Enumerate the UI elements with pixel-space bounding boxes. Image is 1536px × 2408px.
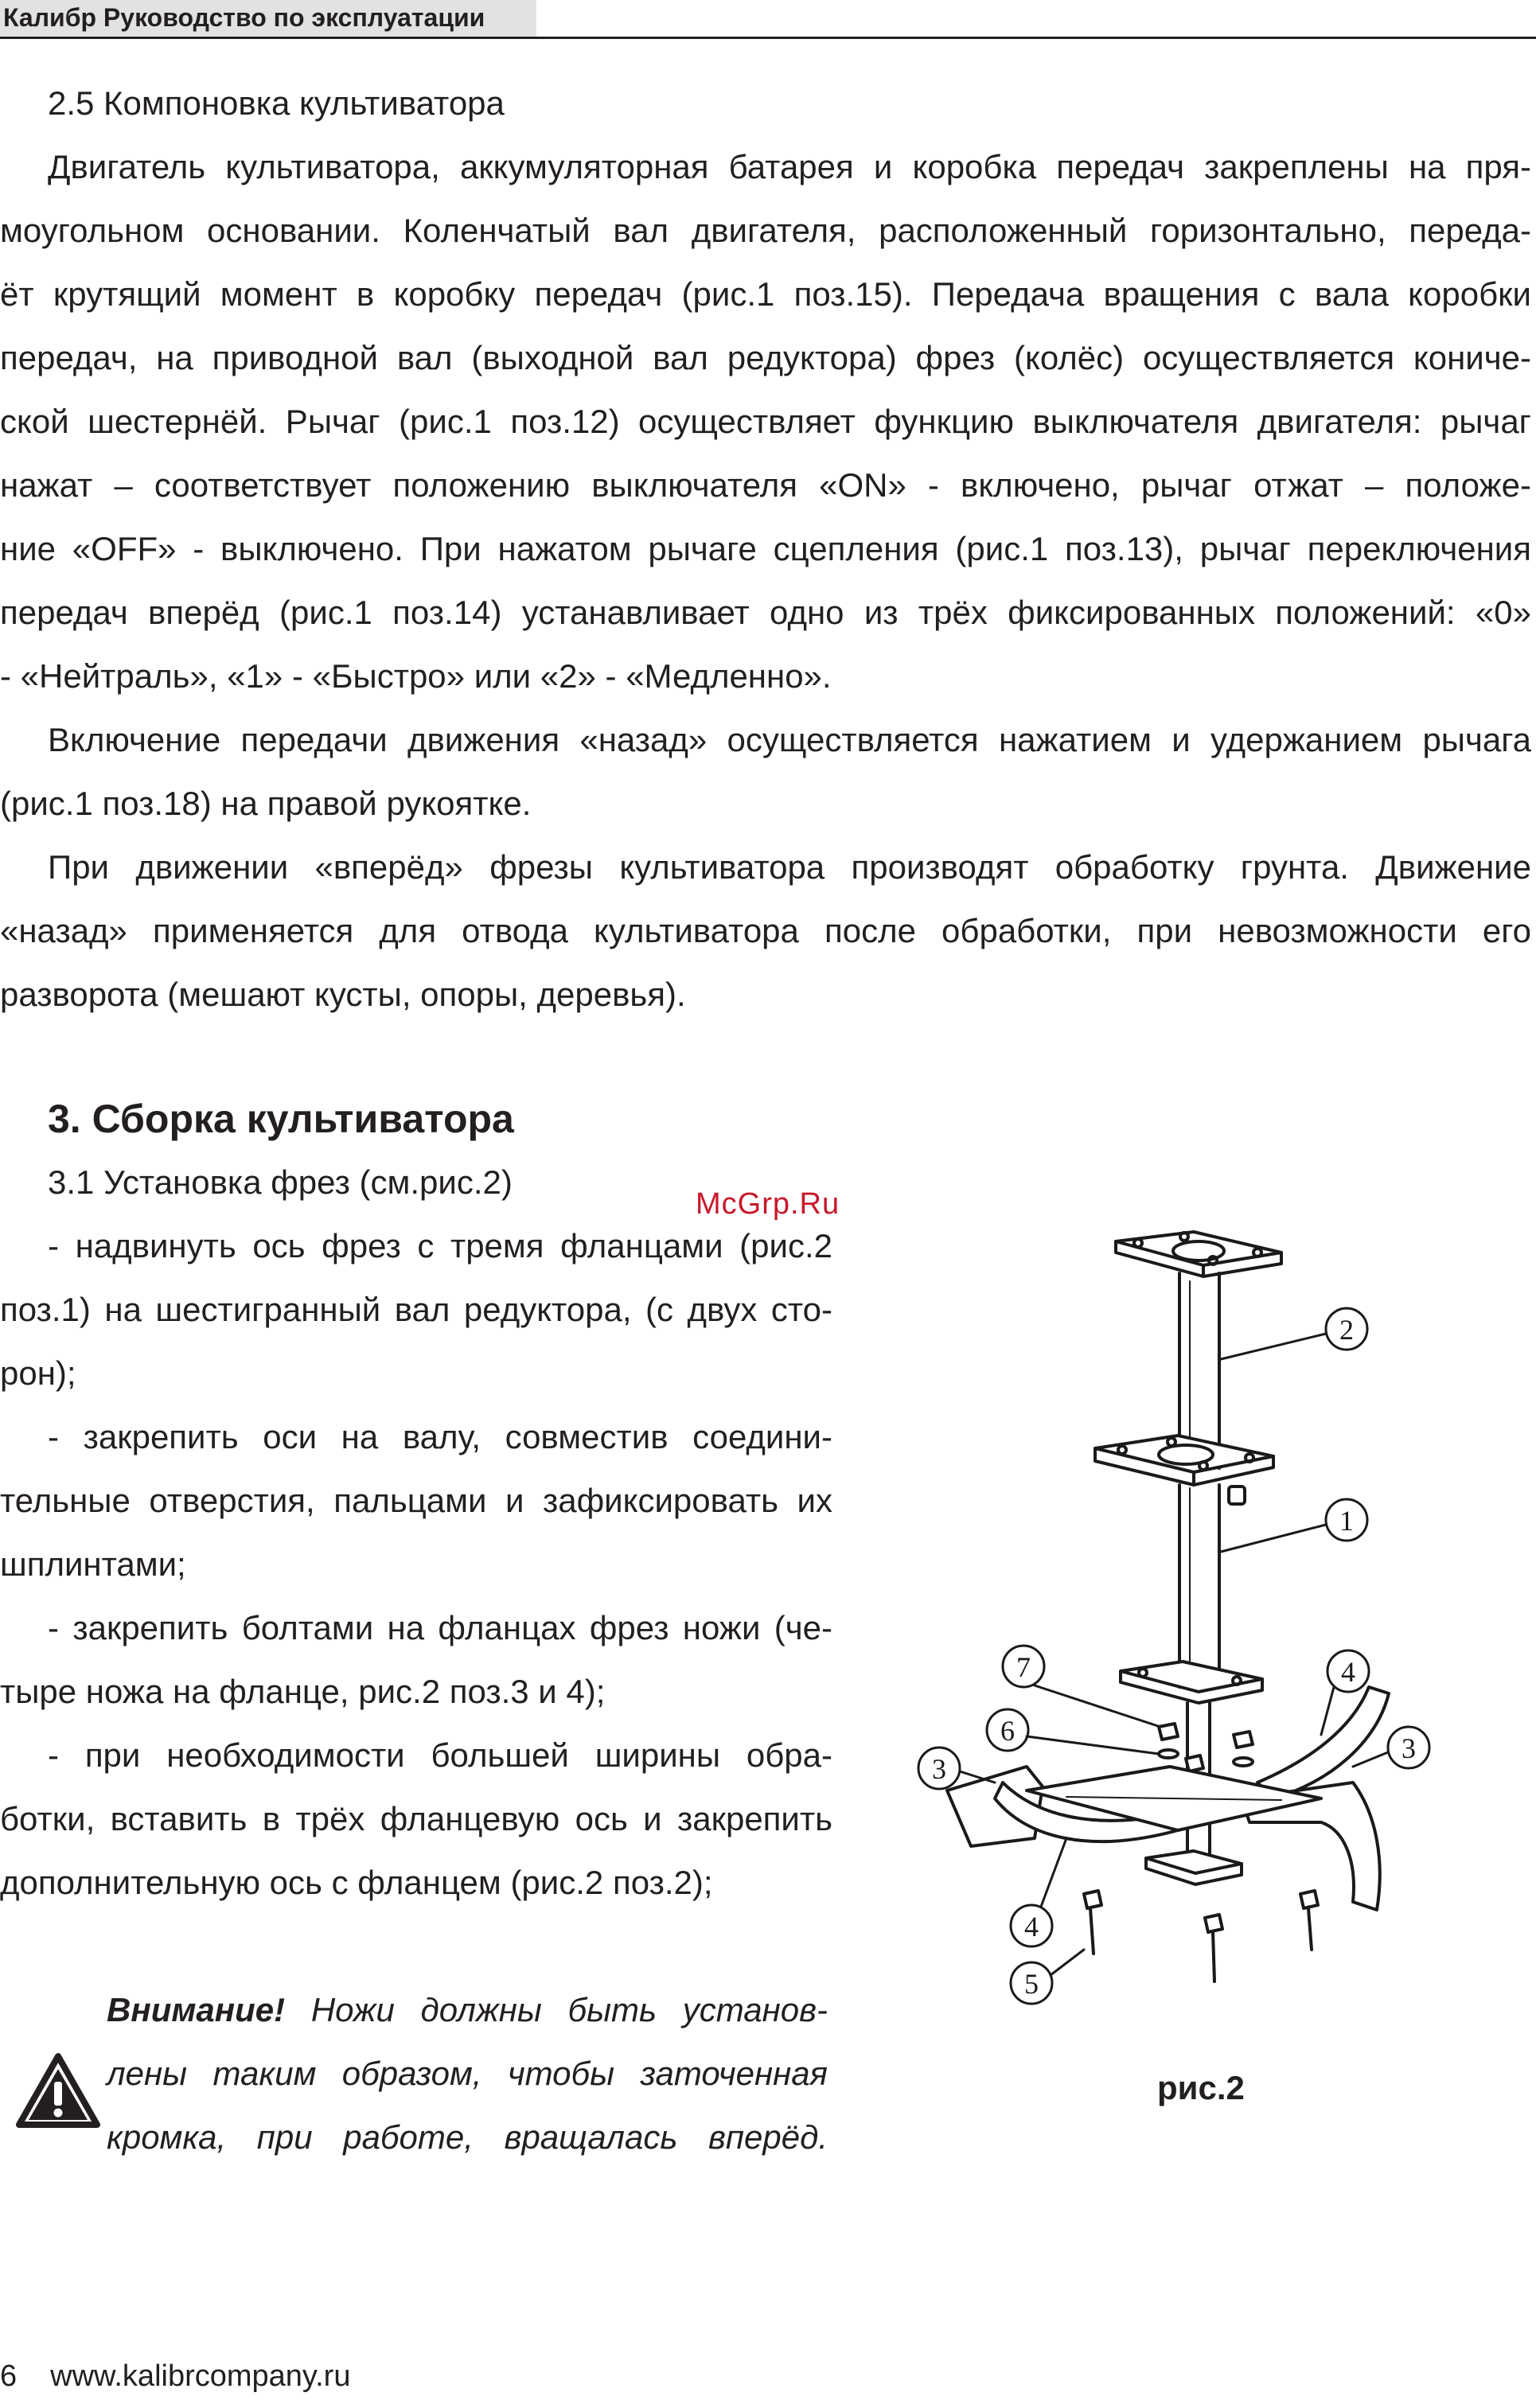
step-line: - закрепить оси на валу, совместив соедини- xyxy=(48,1418,832,1455)
bolt xyxy=(1300,1891,1318,1950)
step-line: поз.1) на шестигранный вал редуктора, (с двух сто- xyxy=(0,1291,832,1328)
paragraph-line: При движении «вперёд» фрезы культиватора производят обработку грунта. Движение xyxy=(48,848,1531,886)
warning-icon xyxy=(14,2051,102,2131)
callout-6: 6 xyxy=(1000,1715,1015,1747)
warning-line: кромка, при работе, вращалась вперёд. xyxy=(107,2118,828,2156)
header-rule xyxy=(0,37,1536,39)
step-line: - закрепить болтами на фланцах фрез ножи (че- xyxy=(48,1609,832,1646)
page-number: 6 xyxy=(0,2359,18,2393)
paragraph-line: (рис.1 поз.18) на правой рукоятке. xyxy=(0,785,532,822)
paragraph-line: ние «OFF» - выключено. При нажатом рычаге сцепления (рис.1 поз.13), рычаг переключения xyxy=(0,530,1531,567)
callout-5: 5 xyxy=(1024,1968,1039,2000)
tiller-assembly-figure xyxy=(907,1210,1464,2077)
lower-tube xyxy=(1179,1485,1219,1687)
paragraph-line: «назад» применяется для отвода культиватора после обработки, при невозможности его xyxy=(0,912,1531,949)
step-line: дополнительную ось с фланцем (рис.2 поз.2); xyxy=(0,1864,713,1901)
callout-4: 4 xyxy=(1024,1911,1039,1942)
paragraph-line: передач вперёд (рис.1 поз.14) устанавливает одно из трёх фиксированных положений: «0» xyxy=(0,594,1531,631)
step-line: ботки, вставить в трёх фланцевую ось и закрепить xyxy=(0,1800,832,1837)
callout-1: 1 xyxy=(1339,1505,1354,1537)
paragraph-line: разворота (мешают кусты, опоры, деревья). xyxy=(0,976,686,1013)
footer-url[interactable]: www.kalibrcompany.ru xyxy=(50,2359,351,2393)
bottom-flange xyxy=(1146,1851,1242,1873)
section-3-1-subtitle: 3.1 Установка фрез (см.рис.2) xyxy=(48,1163,513,1201)
callout-4: 4 xyxy=(1341,1656,1355,1688)
paragraph-line: передач, на приводной вал (выходной вал редуктора) фрез (колёс) осуществляется кониче- xyxy=(0,339,1531,376)
warning-line xyxy=(107,1978,828,2042)
paragraph-line: ской шестернёй. Рычаг (рис.1 поз.12) осуществляет функцию выключателя двигателя: рычаг xyxy=(0,403,1531,440)
step-line: - при необходимости большей ширины обра- xyxy=(48,1736,832,1774)
figure-caption: рис.2 xyxy=(1157,2069,1245,2106)
bolt xyxy=(1084,1891,1101,1954)
page-header xyxy=(0,0,536,37)
paragraph-line: ёт крутящий момент в коробку передач (рис.1 поз.15). Передача вращения с вала коробки xyxy=(0,275,1531,313)
warning-label: Внимание! xyxy=(107,1991,286,2028)
knife-blade-4-upper xyxy=(1257,1687,1389,1798)
paragraph-line: - «Нейтраль», «1» - «Быстро» или «2» - «Медленно». xyxy=(0,657,832,695)
page-footer xyxy=(0,2352,350,2400)
section-2-5-title: 2.5 Компоновка культиватора xyxy=(48,84,505,122)
step-line: шплинтами; xyxy=(0,1545,186,1583)
paragraph-line: нажат – соответствует положению выключателя «ON» - включено, рычаг отжат – положе- xyxy=(0,466,1531,504)
paragraph-line: моугольном основании. Коленчатый вал двигателя, расположенный горизонтально, переда- xyxy=(0,212,1531,249)
callout-3: 3 xyxy=(932,1753,946,1785)
step-line: тыре ножа на фланце, рис.2 поз.3 и 4); xyxy=(0,1673,606,1710)
watermark: McGrp.Ru xyxy=(696,1187,840,1221)
warning-text: Ножи должны быть установ- xyxy=(285,1991,828,2028)
warning-line: лены таким образом, чтобы заточенная xyxy=(107,2055,828,2092)
bolt xyxy=(1205,1915,1222,1981)
step-line: тельные отверстия, пальцами и зафиксировать их xyxy=(0,1482,832,1519)
section-3-heading: 3. Сборка культиватора xyxy=(48,1097,514,1141)
step-line: - надвинуть ось фрез с тремя фланцами (рис.2 xyxy=(48,1227,832,1264)
paragraph-line: Включение передачи движения «назад» осуществляется нажатием и удержанием рычага xyxy=(48,721,1531,758)
callout-2: 2 xyxy=(1339,1314,1354,1346)
callout-3: 3 xyxy=(1402,1732,1416,1764)
callout-7: 7 xyxy=(1016,1651,1031,1683)
header-title: Калибр Руководство по эксплуатации xyxy=(3,3,485,32)
paragraph-line: Двигатель культиватора, аккумуляторная батарея и коробка передач закреплены на пря- xyxy=(48,148,1531,185)
step-line: рон); xyxy=(0,1354,76,1392)
